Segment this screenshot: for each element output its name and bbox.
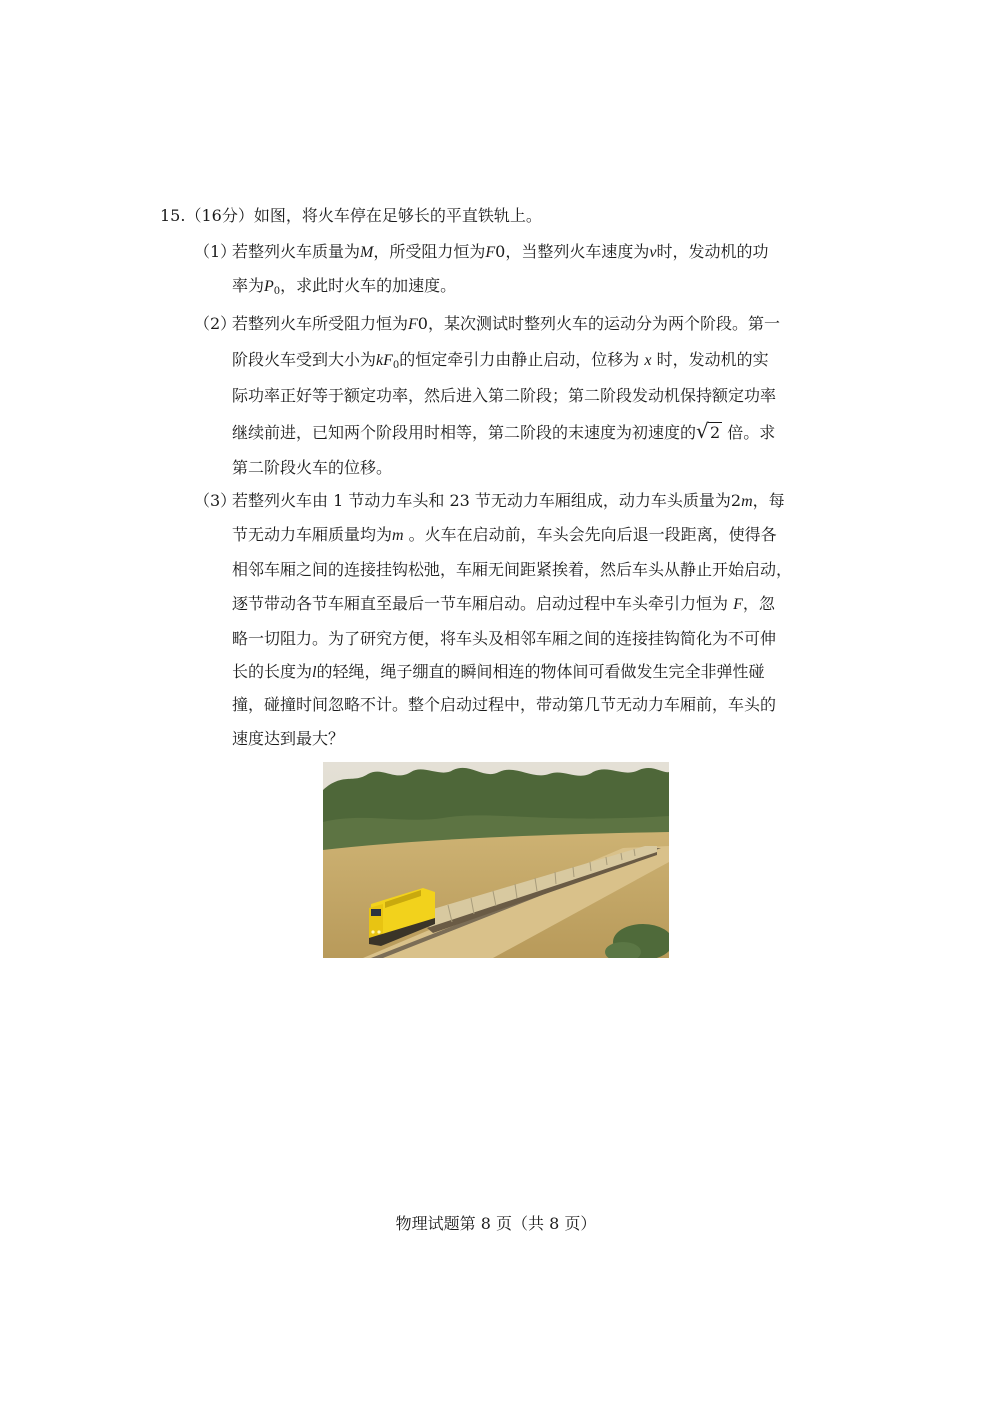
part-2-line-1: 若整列火车所受阻力恒为F0，某次测试时整列火车的运动分为两个阶段。第一 xyxy=(232,314,780,333)
part-3-line-1: 若整列火车由 1 节动力车头和 23 节无动力车厢组成，动力车头质量为2m，每 xyxy=(232,491,785,510)
part-2-line-5: 第二阶段火车的位移。 xyxy=(232,458,393,477)
sqrt-expression: √ 2 xyxy=(696,419,721,443)
part-2-line-3: 际功率正好等于额定功率，然后进入第二阶段；第二阶段发动机保持额定功率 xyxy=(232,386,777,405)
part-1-line-1: 若整列火车质量为M，所受阻力恒为F0，当整列火车速度为v时，发动机的功 xyxy=(232,242,769,261)
train-photo xyxy=(323,762,669,958)
question-score: （16分） xyxy=(185,206,254,225)
part-3-line-2: 节无动力车厢质量均为m 。火车在启动前，车头会先向后退一段距离，使得各 xyxy=(232,525,777,544)
page-footer: 物理试题第 8 页（共 8 页） xyxy=(395,1214,597,1233)
part-3-line-6: 长的长度为l的轻绳，绳子绷直的瞬间相连的物体间可看做发生完全非弹性碰 xyxy=(232,662,765,681)
part-3-line-8: 速度达到最大？ xyxy=(232,729,345,748)
question-stem: 如图，将火车停在足够长的平直铁轨上。 xyxy=(253,206,542,225)
part-3-line-3: 相邻车厢之间的连接挂钩松弛，车厢无间距紧挨着，然后车头从静止开始启动， xyxy=(232,560,793,579)
part-3-line-5: 略一切阻力。为了研究方便，将车头及相邻车厢之间的连接挂钩简化为不可伸 xyxy=(232,629,777,648)
part-2-line-4: 继续前进，已知两个阶段用时相等，第二阶段的末速度为初速度的 √ 2 倍。求 xyxy=(232,419,776,443)
part-1-line-2: 率为$P_0$，求此时火车的加速度。 xyxy=(232,276,457,297)
part-2-label: （2） xyxy=(194,314,237,333)
question-number: 15. xyxy=(160,206,186,225)
question-header xyxy=(160,204,542,228)
part-3-line-4: 逐节带动各节车厢直至最后一节车厢启动。启动过程中车头牵引力恒为 F，忽 xyxy=(232,594,775,613)
part-2-line-2: 阶段火车受到大小为$kF_0$的恒定牵引力由静止启动，位移为 x 时，发动机的实 xyxy=(232,350,769,371)
part-1-label: （1） xyxy=(194,242,237,261)
part-3-line-7: 撞，碰撞时间忽略不计。整个启动过程中，带动第几节无动力车厢前，车头的 xyxy=(232,695,777,714)
part-3-label: （3） xyxy=(194,491,237,510)
